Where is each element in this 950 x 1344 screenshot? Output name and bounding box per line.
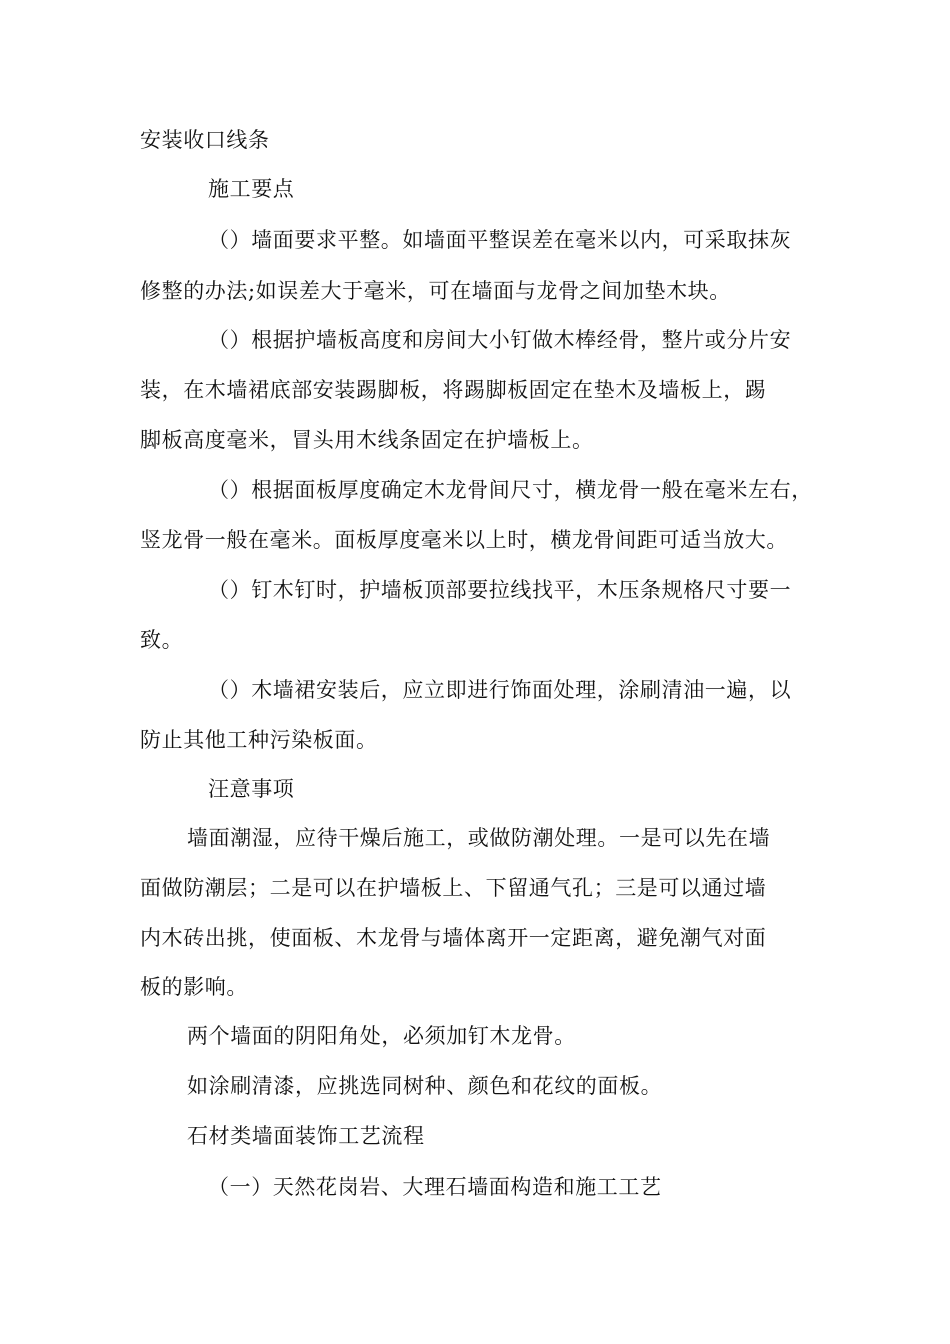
text-line: 脚板高度毫米，冒头用木线条固定在护墙板上。 — [140, 428, 594, 452]
section-heading: 施工要点 — [208, 177, 295, 201]
section-heading: 汪意事项 — [208, 777, 295, 801]
text-line: 安装收口线条 — [140, 128, 270, 152]
section-heading: 石材类墙面装饰工艺流程 — [187, 1124, 425, 1148]
section-heading: （一）天然花岗岩、大理石墙面构造和施工工艺 — [208, 1175, 662, 1199]
text-line: （）根据面板厚度确定木龙骨间尺寸，横龙骨一般在毫米左右， — [208, 478, 813, 502]
text-line: 如涂刷清漆，应挑选同树种、颜色和花纹的面板。 — [187, 1074, 663, 1098]
text-line: 板的影响。 — [140, 975, 248, 999]
text-line: 面做防潮层；二是可以在护墙板上、下留通气孔；三是可以通过墙 — [140, 876, 767, 900]
text-line: 装，在木墙裙底部安装踢脚板，将踢脚板固定在垫木及墙板上，踢 — [140, 378, 767, 402]
text-line: 修整的办法;如误差大于毫米，可在墙面与龙骨之间加垫木块。 — [140, 279, 731, 303]
text-line: 内木砖出挑，使面板、木龙骨与墙体离开一定距离，避免潮气对面 — [140, 926, 767, 950]
text-line: 两个墙面的阴阳角处，必须加钉木龙骨。 — [187, 1024, 576, 1048]
text-line: （）木墙裙安装后，应立即进行饰面处理，涂刷清油一遍，以 — [208, 678, 792, 702]
text-line: （）墙面要求平整。如墙面平整误差在毫米以内，可采取抹灰 — [208, 228, 792, 252]
text-line: （）钉木钉时，护墙板顶部要拉线找平，木压条规格尺寸要一 — [208, 578, 792, 602]
text-line: 防止其他工种污染板面。 — [140, 728, 378, 752]
text-line: 竖龙骨一般在毫米。面板厚度毫米以上时，横龙骨间距可适当放大。 — [140, 528, 788, 552]
text-line: 致。 — [140, 628, 184, 652]
text-line: 墙面潮湿，应待干燥后施工，或做防潮处理。一是可以先在墙 — [187, 826, 771, 850]
text-line: （）根据护墙板高度和房间大小钉做木棒经骨，整片或分片安 — [208, 328, 792, 352]
